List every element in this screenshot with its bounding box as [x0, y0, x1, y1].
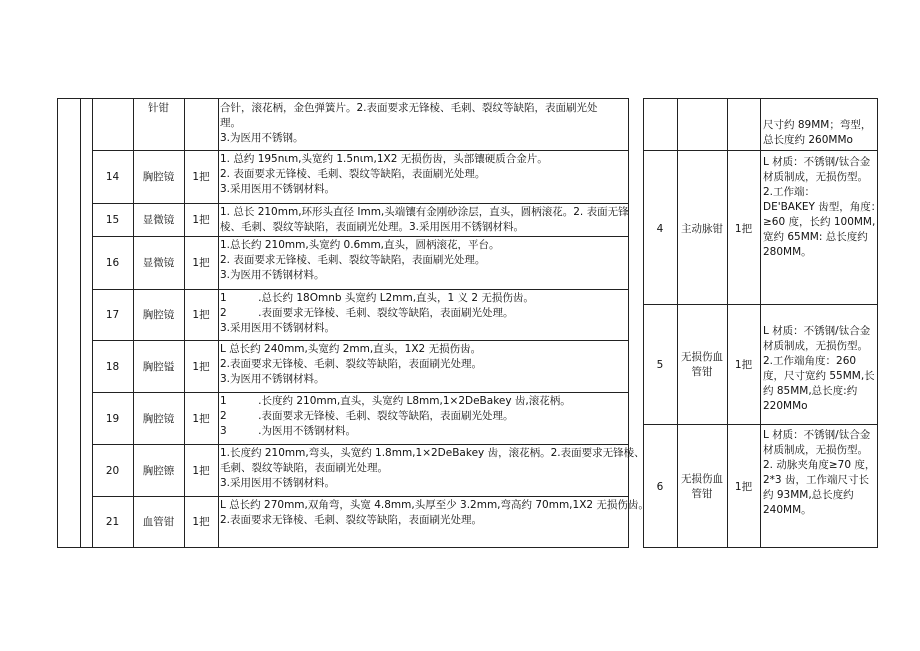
item-spec — [220, 342, 482, 387]
right-table-col-divider — [677, 98, 678, 548]
row-separator — [92, 496, 628, 497]
row-separator — [643, 304, 877, 305]
item-quantity: 1把 — [192, 516, 210, 528]
item-quantity: 1把 — [734, 223, 753, 235]
spec-line: L 材质：不锈钢/钛合金 — [763, 156, 871, 168]
spec-line: L 总长约 270mm,双角弯，头宽 4.8mm,头厚至少 3.2mm,弯高约 70mm,1X2 无损伤齿。 — [220, 499, 649, 511]
row-separator — [92, 203, 628, 204]
item-spec — [763, 324, 875, 414]
item-number: 15 — [105, 214, 120, 226]
item-spec — [220, 152, 548, 197]
row-separator — [92, 150, 628, 151]
item-spec — [220, 446, 645, 491]
spec-line: 3.为医用不锈钢材料。 — [220, 373, 325, 385]
spec-line: 3.为医用不锈钢。 — [220, 132, 304, 144]
left-table-col-divider — [80, 98, 81, 548]
spec-line: 理。 — [220, 117, 241, 129]
spec-line: 合针，滚花柄，金色弹簧片。2.表面要求无锋棱、毛刺、裂纹等缺陷，表面刷光处 — [220, 102, 598, 114]
item-spec — [220, 498, 649, 528]
item-name: 显微镜 — [142, 214, 175, 226]
spec-line: 约 85MM,总长度:约 — [763, 385, 858, 397]
spec-line: 2 .表面要求无锋棱、毛刺、裂纹等缺陷，表面刷光处理。 — [220, 410, 514, 422]
item-quantity: 1把 — [192, 413, 210, 425]
left-table-col-divider — [133, 98, 134, 548]
spec-line: 度，尺寸宽约 55MM,长 — [763, 370, 875, 382]
spec-line: 3.采用医用不锈钢材料。 — [220, 183, 336, 195]
row-separator — [643, 424, 877, 425]
spec-line: 280MM。 — [763, 246, 812, 258]
item-number: 17 — [105, 309, 120, 321]
item-name: 胸腔镒 — [142, 361, 175, 373]
spec-line: 1.总长约 210mm,头宽约 0.6mm,直头，圆柄滚花，平台。 — [220, 239, 500, 251]
item-quantity: 1把 — [192, 171, 210, 183]
spec-line: 2.表面要求无锋棱、毛刺、裂纹等缺陷，表面刷光处理。 — [220, 514, 483, 526]
item-spec — [763, 118, 871, 148]
left-table-outer-border — [57, 98, 58, 548]
item-name: 无损伤血管钳 — [681, 351, 723, 378]
spec-line: 材质制成，无损伤型。 — [763, 444, 868, 456]
spec-line: 材质制成，无损伤型。 — [763, 171, 868, 183]
spec-line: DE'BAKEY 齿型，角度： — [763, 201, 882, 213]
item-name: 胸腔镲 — [142, 465, 175, 477]
row-separator — [92, 289, 628, 290]
item-quantity: 1把 — [192, 257, 210, 269]
item-quantity: 1把 — [192, 214, 210, 226]
spec-line: 1 .总长约 18Omnb 头宽约 L2mm,直头，1 义 2 无损伤齿。 — [220, 292, 534, 304]
spec-line: 约 93MM,总长度约 — [763, 489, 854, 501]
left-table-col-divider — [218, 98, 219, 548]
item-spec — [220, 394, 571, 439]
item-name: 胸腔镜 — [142, 309, 175, 321]
item-spec — [763, 428, 875, 518]
spec-line: 棱、毛刺、裂纹等缺陷，表面刷光处理。3.采用医用不锈钢材料。 — [220, 221, 525, 233]
row-separator — [92, 444, 628, 445]
item-name: 显微镜 — [142, 257, 175, 269]
spec-line: 1. 总约 195nιm,头宽约 1.5nιm,1X2 无损伤齿，头部镶硬质合金片。 — [220, 153, 548, 165]
item-number: 21 — [105, 516, 120, 528]
item-quantity: 1把 — [734, 481, 753, 493]
item-number: 18 — [105, 361, 120, 373]
spec-line: 1.长度约 210mm,弯头，头宽约 1.8mm,1×2DeBakey 齿，滚花柄。2.表面要求无锋棱、 — [220, 447, 645, 459]
spec-line: 2.工作端角度：260 — [763, 355, 857, 367]
item-number: 5 — [656, 359, 664, 371]
left-table-col-divider — [184, 98, 185, 548]
row-separator — [92, 340, 628, 341]
spec-line: 总长度约 260MMo — [763, 134, 853, 146]
spec-line: 宽约 65MM: 总长度约 — [763, 231, 868, 243]
item-number: 6 — [656, 481, 664, 493]
item-number: 19 — [105, 413, 120, 425]
spec-line: 尺寸约 89MM；弯型， — [763, 119, 872, 131]
spec-line: 3.采用医用不锈钢材料。 — [220, 477, 336, 489]
spec-line: 毛刺、裂纹等缺陷，表面刷光处理。 — [220, 462, 388, 474]
spec-line: 3.采用医用不锈钢材料。 — [220, 322, 336, 334]
spec-line: 2.工作端： — [763, 186, 816, 198]
spec-line: 220MMo — [763, 400, 808, 412]
row-separator — [92, 236, 628, 237]
spec-line: 1. 总长 210mm,环形头直径 Imm,头端镶有金刚砂涂层，直头，圆柄滚花。2. 表面无锋 — [220, 206, 629, 218]
spec-line: 2*3 齿，工作端尺寸长 — [763, 474, 869, 486]
left-table-bottom-border — [57, 547, 628, 548]
item-quantity: 1把 — [192, 309, 210, 321]
spec-line: L 总长约 240mm,头宽约 2mm,直头，1X2 无损伤齿。 — [220, 343, 482, 355]
item-name: 胸腔镜 — [142, 171, 175, 183]
spec-line: 1 .长度约 210mm,直头，头宽约 L8mm,1×2DeBakey 齿,滚花柄。 — [220, 395, 571, 407]
spec-line: 3 .为医用不锈钢材料。 — [220, 425, 357, 437]
item-quantity: 1把 — [192, 361, 210, 373]
item-name: 无损伤血管钳 — [681, 473, 723, 500]
spec-line: 材质制成，无损伤型。 — [763, 340, 868, 352]
left-table-col-divider — [92, 98, 93, 548]
item-spec — [220, 205, 629, 235]
spec-line: 2.表面要求无锋棱、毛刺、裂纹等缺陷，表面刷光处理。 — [220, 358, 483, 370]
spec-line: L 材质：不锈钢/钛合金 — [763, 429, 871, 441]
item-spec — [220, 238, 500, 283]
item-spec — [220, 291, 534, 336]
spec-line: 2 .表面要求无锋棱、毛刺、裂纹等缺陷，表面刷光处理。 — [220, 307, 514, 319]
spec-line: ≥60 度，长约 100MM, — [763, 216, 876, 228]
spec-line: 2. 动脉夹角度≥70 度， — [763, 459, 876, 471]
spec-line: 240MM。 — [763, 504, 812, 516]
item-quantity: 1把 — [734, 359, 753, 371]
row-separator — [92, 392, 628, 393]
item-spec — [763, 155, 881, 260]
item-quantity: 1把 — [192, 465, 210, 477]
spec-line: 2. 表面要求无锋棱、毛刺、裂纹等缺陷，表面刷光处理。 — [220, 168, 486, 180]
item-spec — [220, 101, 598, 146]
item-name: 针钳 — [148, 102, 169, 114]
item-number: 14 — [105, 171, 120, 183]
item-name: 主动脉钳 — [681, 223, 723, 235]
spec-line: L 材质：不锈钢/钛合金 — [763, 325, 871, 337]
spec-line: 3.为医用不锈钢材料。 — [220, 269, 325, 281]
left-table-top-border — [57, 98, 628, 99]
item-name: 胸腔镜 — [142, 413, 175, 425]
row-separator — [643, 150, 877, 151]
spec-line: 2. 表面要求无锋棱、毛刺、裂纹等缺陷，表面刷光处理。 — [220, 254, 486, 266]
item-number: 16 — [105, 257, 120, 269]
right-table-col-divider — [760, 98, 761, 548]
item-number: 4 — [656, 223, 664, 235]
item-number: 20 — [105, 465, 120, 477]
item-name: 血管钳 — [142, 516, 175, 528]
